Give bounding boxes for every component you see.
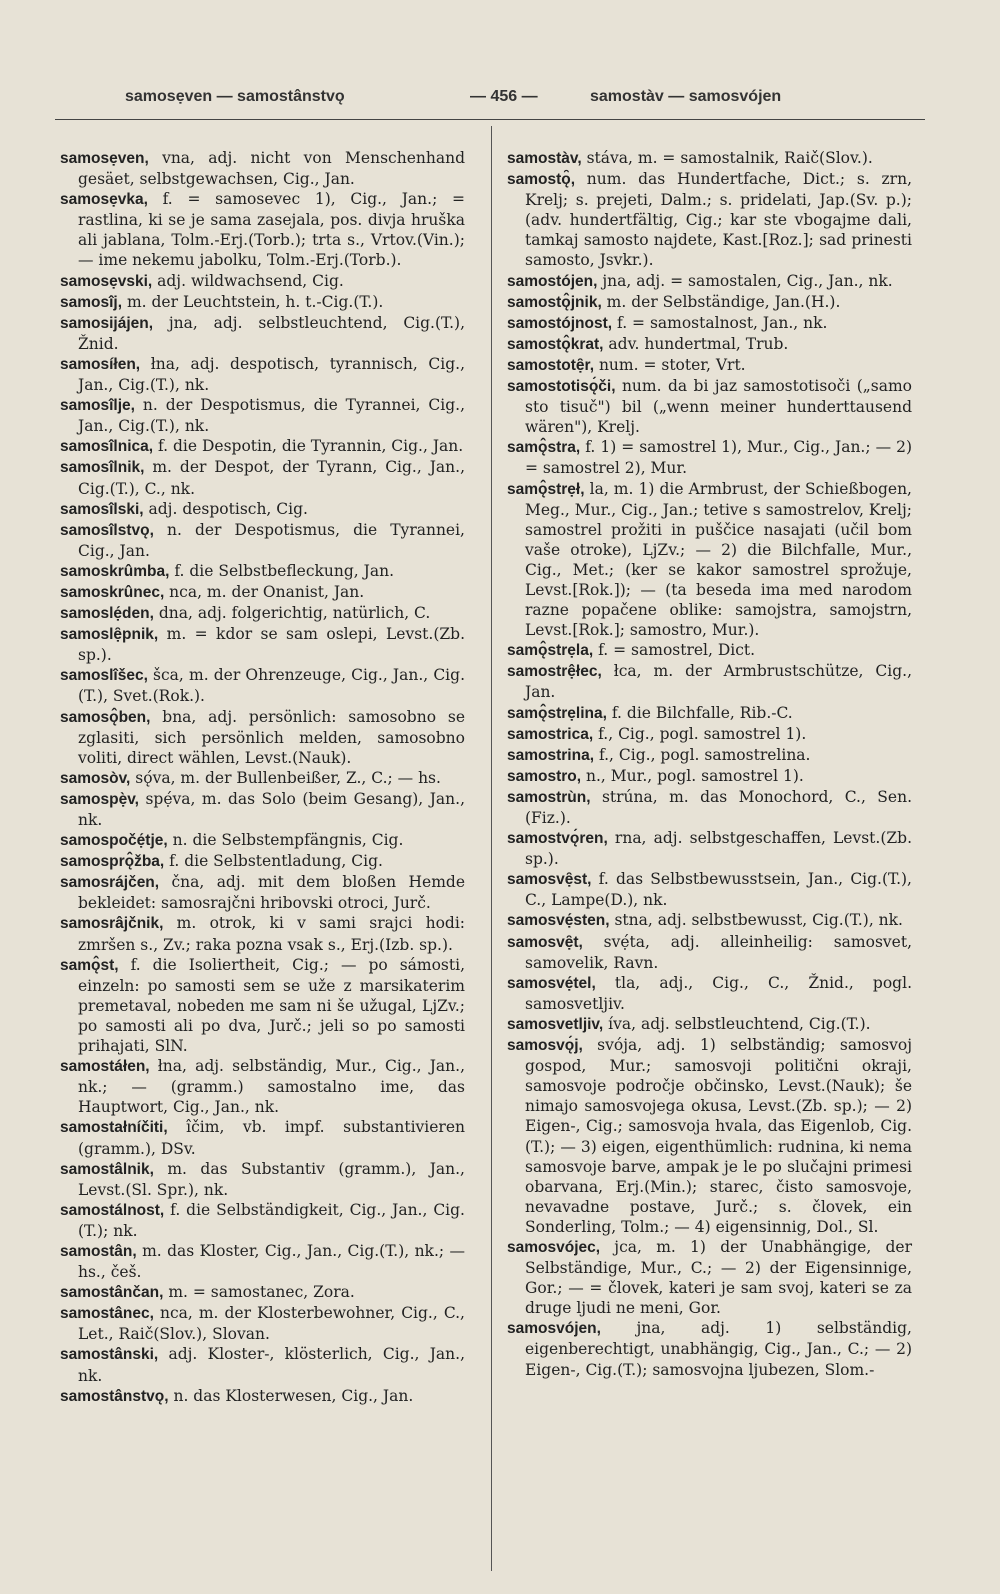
dictionary-entry [507, 828, 912, 869]
entry-headword: samosvẹ̑st, [507, 871, 592, 889]
entry-definition: jna, adj. selbstleuchtend, Cig.(T.), Žnid. [78, 313, 465, 353]
dictionary-entry [60, 872, 465, 913]
dictionary-entry [507, 1035, 912, 1237]
dictionary-entry [60, 1200, 465, 1241]
dictionary-entry [60, 1241, 465, 1282]
column-divider [491, 126, 492, 1571]
dictionary-entry [60, 354, 465, 395]
dictionary-entry [507, 355, 912, 376]
dictionary-entry [60, 520, 465, 561]
left-column [60, 148, 465, 1407]
entry-definition: ı̂čim, vb. impf. substantivieren (gramm.), DSv. [78, 1118, 465, 1158]
dictionary-entry [507, 1237, 912, 1318]
entry-headword: samostǫ̑, [507, 171, 576, 189]
entry-definition: m. das Kloster, Cig., Jan., Cig.(T.), nk.; — hs., češ. [78, 1241, 465, 1282]
entry-headword: samostân, [60, 1242, 137, 1260]
dictionary-entry [60, 768, 465, 789]
entry-headword: samosẹven, [60, 150, 149, 167]
entry-headword: samoslîšec, [60, 667, 148, 685]
entry-definition: m. otrok, ki v sami srajci hodi: zmršen s., Zv.; raka pozna vsak s., Erj.(Izb. sp.). [78, 914, 465, 954]
dictionary-entry [60, 499, 465, 520]
entry-definition: nca, m. der Onanist, Jan. [164, 582, 365, 601]
entry-headword: samostójnost, [507, 314, 613, 332]
page-number: — 456 — [470, 88, 538, 105]
dictionary-entry [60, 148, 465, 189]
dictionary-entry [60, 395, 465, 436]
entry-definition: la, m. 1) die Armbrust, der Schießbogen, Meg., Mur., Cig., Jan.; tetive s samostrelov, Krelj; samostrel prožiti in puščice nasajati (učil bom vaše otroke), LjZv.; — 2) die Bilchfalle, Mur., Cig., Met.; (ker se kakor samostrel sprožuje, Levst.[Rok.]); — (ta beseda ima med narodom razne popačene oblike: samojstra, samojstrn, Levst.[Rok.]; samostro, Mur.). [525, 479, 912, 640]
entry-definition: šca, m. der Ohrenzeuge, Cig., Jan., Cig.(T.), Svet.(Rok.). [78, 666, 465, 706]
entry-headword: samosòv, [60, 769, 131, 787]
entry-definition: m. = kdor se sam oslepi, Levst.(Zb. sp.). [78, 625, 465, 665]
dictionary-entry [60, 624, 465, 665]
dictionary-entry [60, 436, 465, 457]
entry-definition: m. das Substantiv (gramm.), Jan., Levst.(Sl. Spr.), nk. [78, 1159, 465, 1199]
dictionary-entry [507, 910, 912, 931]
dictionary-entry [507, 148, 912, 169]
dictionary-entry [60, 189, 465, 270]
entry-definition: n., Mur., pogl. samostrel 1). [581, 766, 804, 785]
entry-headword: samostrina, [507, 746, 595, 764]
entry-headword: samoslẹ́den, [60, 605, 154, 623]
dictionary-entry [507, 661, 912, 702]
entry-headword: samostǫ̂krat, [507, 335, 604, 353]
entry-headword: samosíłen, [60, 355, 141, 373]
dictionary-entry [507, 1014, 912, 1035]
entry-definition: łna, adj. selbständig, Mur., Cig., Jan., nk.; — (gramm.) samostalno ime, das Hauptwort, Cig., Jan., nk. [78, 1057, 465, 1117]
entry-definition: n. der Despotismus, die Tyrannei, Cig., Jan., Cig.(T.), nk. [78, 396, 465, 436]
dictionary-entry [60, 913, 465, 954]
entry-headword: samǫ̂strẹł, [507, 480, 585, 498]
dictionary-entry [60, 1282, 465, 1303]
dictionary-entry [507, 973, 912, 1014]
entry-headword: samoslẹ̑pnik, [60, 626, 159, 644]
dictionary-entry [507, 766, 912, 787]
entry-definition: f. die Isoliertheit, Cig.; — po sámosti, einzeln: po samosti sem se uže z marsikaterim premetaval, nobeden me sam ni še užugal, LjZv.; po samosti ali po dva, Jurč.; jeli so po samosti prihajati, SlN. [78, 955, 465, 1056]
dictionary-entry [507, 787, 912, 828]
entry-headword: samostálnost, [60, 1201, 165, 1219]
dictionary-entry [507, 1318, 912, 1379]
entry-headword: samostǫ̂jnik, [507, 293, 602, 311]
entry-headword: samoskrûnec, [60, 583, 165, 601]
entry-definition: łca, m. der Armbrustschütze, Cig., Jan. [525, 662, 912, 702]
entry-headword: samǫ̂st, [60, 956, 119, 974]
dictionary-entry [60, 271, 465, 292]
dictionary-entry [60, 955, 465, 1056]
entry-headword: samospočẹ́tje, [60, 832, 168, 850]
entry-headword: samosrájčen, [60, 874, 160, 892]
entry-headword: samosvẹ́tel, [507, 974, 596, 992]
entry-headword: samostáłen, [60, 1058, 150, 1076]
entry-definition: adv. hundertmal, Trub. [603, 334, 789, 353]
entry-definition: f., Cig., pogl. samostrel 1). [593, 724, 807, 743]
entry-definition: num. = stoter, Vrt. [594, 355, 746, 374]
entry-definition: jca, m. 1) der Unabhängige, der Selbständige, Mur., C.; — 2) der Eigensinnige, Gor.; — = človek, kateri je sam svoj, kateri se za druge ljudi ne meni, Gor. [525, 1237, 912, 1318]
dictionary-entry [60, 1056, 465, 1117]
entry-headword: samostânčan, [60, 1284, 164, 1302]
dictionary-entry [60, 561, 465, 582]
entry-definition: adj. wildwachsend, Cig. [152, 271, 344, 290]
dictionary-entry [60, 1386, 465, 1407]
entry-definition: tla, adj., Cig., C., Žnid., pogl. samosvetljiv. [525, 973, 912, 1013]
entry-headword: samosîlnik, [60, 459, 145, 477]
entry-headword: samostrùn, [507, 788, 591, 806]
dictionary-entry [507, 745, 912, 766]
entry-definition: f. = samostalnost, Jan., nk. [612, 313, 828, 332]
entry-definition: łna, adj. despotisch, tyrannisch, Cig., Jan., Cig.(T.), nk. [78, 354, 465, 395]
dictionary-entry [60, 851, 465, 872]
entry-headword: samosîlstvǫ, [60, 521, 154, 539]
header-left-guideword: samosẹven — samostânstvǫ [125, 88, 345, 105]
page-header [95, 88, 925, 112]
entry-definition: n. die Selbstempfängnis, Cig. [167, 831, 404, 850]
entry-definition: m. der Leuchtstein, h. t.-Cig.(T.). [122, 292, 384, 311]
entry-headword: samosîj, [60, 293, 123, 311]
dictionary-entry [60, 789, 465, 830]
dictionary-entry [60, 1344, 465, 1385]
entry-headword: samospẹ̀v, [60, 790, 139, 808]
entry-definition: f. 1) = samostrel 1), Mur., Cig., Jan.; — 2) = samostrel 2), Mur. [525, 438, 912, 478]
entry-headword: samosvẹ̑t, [507, 933, 583, 951]
dictionary-entry [507, 313, 912, 334]
entry-definition: jna, adj. = samostalen, Cig., Jan., nk. [597, 271, 893, 290]
entry-definition: íva, adj. selbstleuchtend, Cig.(T.). [603, 1014, 871, 1033]
entry-headword: samostałníčiti, [60, 1119, 168, 1137]
header-right-guideword: samostàv — samosvójen [590, 88, 782, 105]
entry-definition: f. die Bilchfalle, Rib.-C. [606, 703, 793, 722]
entry-headword: samostrệłec, [507, 663, 602, 681]
entry-definition: f. die Despotin, die Tyrannin, Cig., Jan. [153, 437, 464, 456]
entry-headword: samosîlje, [60, 397, 135, 415]
dictionary-entry [507, 376, 912, 437]
entry-headword: samostrica, [507, 725, 594, 743]
entry-definition: f. = samosevec 1), Cig., Jan.; = rastlina, ki se je sama zasejala, pos. divja hruška ali jablana, Tolm.-Erj.(Torb.); trta s., Vrtov.(Vin.); — ime nekemu jabolku, Tolm.-Erj.(Torb.). [78, 190, 465, 270]
entry-definition: strúna, m. das Monochord, C., Sen.(Fiz.). [525, 787, 912, 827]
entry-definition: vna, adj. nicht von Menschenhand gesäet, selbstgewachsen, Cig., Jan. [78, 149, 465, 189]
entry-definition: num. da bi jaz samostotisoči („samo sto tisuč") bil („wenn meiner hunderttausend wären"), Krelj. [525, 377, 912, 437]
dictionary-entry [507, 169, 912, 270]
entry-headword: samostotisǫ́či, [507, 378, 616, 396]
entry-definition: nca, m. der Klosterbewohner, Cig., C., Let., Raič(Slov.), Slovan. [78, 1304, 465, 1344]
entry-headword: samosǫ̂ben, [60, 708, 151, 726]
entry-definition: dna, adj. folgerichtig, natürlich, C. [153, 604, 431, 623]
dictionary-entry [60, 665, 465, 706]
header-rule [55, 119, 925, 120]
entry-definition: svẹ́ta, adj. alleinheilig: samosvet, samovelik, Ravn. [525, 932, 912, 972]
entry-definition: f. die Selbständigkeit, Cig., Jan., Cig.(T.); nk. [78, 1200, 465, 1240]
entry-headword: samosvójen, [507, 1320, 601, 1338]
entry-headword: samosîlski, [60, 500, 144, 518]
dictionary-entry [60, 1303, 465, 1344]
entry-definition: stáva, m. = samostalnik, Raič(Slov.). [581, 149, 873, 167]
entry-definition: n. das Klosterwesen, Cig., Jan. [168, 1386, 414, 1405]
dictionary-entry [60, 1117, 465, 1158]
entry-headword: samosvetljiv, [507, 1015, 604, 1033]
entry-headword: samostàv, [507, 150, 582, 167]
entry-definition: f., Cig., pogl. samostrelina. [594, 745, 811, 764]
dictionary-entry [507, 271, 912, 292]
entry-headword: samosprǫ̂žba, [60, 853, 165, 871]
dictionary-entry [60, 603, 465, 624]
entry-headword: samoskrûmba, [60, 562, 170, 580]
entry-headword: samostânstvǫ, [60, 1387, 169, 1405]
entry-definition: adj. Kloster-, klösterlich, Cig., Jan., nk. [78, 1345, 465, 1385]
entry-headword: samostâlnik, [60, 1160, 154, 1178]
dictionary-entry [507, 437, 912, 478]
entry-definition: f. die Selbstentladung, Cig. [164, 852, 383, 871]
dictionary-entry [60, 830, 465, 851]
entry-definition: jna, adj. 1) selbständig, eigenberechtigt, unabhängig, Cig., Jan., C.; — 2) Eigen-, Cig.(T.); samosvojna ljubezen, Slom.- [525, 1319, 912, 1379]
entry-headword: samostotẹ̑r, [507, 356, 595, 374]
dictionary-entry [507, 640, 912, 661]
dictionary-entry [60, 707, 465, 768]
entry-definition: f. das Selbstbewusstsein, Jan., Cig.(T.), C., Lampe(D.), nk. [525, 870, 912, 910]
entry-definition: spẹ́va, m. das Solo (beim Gesang), Jan., nk. [78, 789, 465, 829]
entry-headword: samosẹvski, [60, 272, 153, 290]
entry-headword: samostvǫ́ren, [507, 830, 608, 848]
entry-definition: n. der Despotismus, die Tyrannei, Cig., Jan. [78, 520, 465, 560]
entry-definition: f. die Selbstbefleckung, Jan. [169, 561, 395, 580]
entry-headword: samosîlnica, [60, 438, 154, 456]
entry-headword: samǫ̂stra, [507, 439, 581, 457]
dictionary-entry [60, 292, 465, 313]
entry-headword: samosẹvka, [60, 191, 148, 209]
dictionary-entry [60, 313, 465, 354]
entry-headword: samosvójec, [507, 1238, 601, 1256]
dictionary-entry [507, 703, 912, 724]
entry-definition: rna, adj. selbstgeschaffen, Levst.(Zb. sp.). [525, 829, 912, 869]
entry-headword: samosvǫ́j, [507, 1037, 583, 1055]
entry-definition: sǫ́va, m. der Bullenbeißer, Z., C.; — hs. [130, 768, 441, 787]
entry-headword: samostânec, [60, 1305, 154, 1323]
dictionary-entry [507, 932, 912, 973]
entry-headword: samostro, [507, 767, 582, 785]
entry-headword: samǫ̂strẹlina, [507, 704, 607, 722]
entry-definition: bna, adj. persönlich: samosobno se zglasiti, sich persönlich melden, samosobno voliti, direct wählen, Levst.(Nauk). [78, 707, 465, 767]
entry-headword: samosijájen, [60, 314, 154, 332]
dictionary-entry [507, 334, 912, 355]
entry-definition: stna, adj. selbstbewusst, Cig.(T.), nk. [609, 911, 903, 930]
entry-definition: čna, adj. mit dem bloßen Hemde bekleidet: samosrajčni hribovski otroci, Jurč. [78, 873, 465, 913]
dictionary-entry [60, 457, 465, 498]
entry-headword: samostânski, [60, 1346, 159, 1364]
dictionary-entry [507, 724, 912, 745]
entry-definition: adj. despotisch, Cig. [143, 499, 308, 518]
dictionary-entry [507, 479, 912, 641]
entry-definition: m. = samostanec, Zora. [163, 1283, 355, 1302]
dictionary-entry [507, 869, 912, 910]
entry-headword: samostójen, [507, 272, 598, 290]
entry-definition: m. der Despot, der Tyrann, Cig., Jan., Cig.(T.), C., nk. [78, 458, 465, 498]
entry-definition: svója, adj. 1) selbständig; samosvoj gospod, Mur.; samosvoji politični okraji, samosvoje področje občinsko, Levst.(Nauk); še nimajo samosvojega okusa, Levst.(Zb. sp.); — 2) Eigen-, Cig.; samosvoja hvala, das Eigenlob, Cig.(T.); — 3) eigen, eigenthümlich: rudnina, ki nema samosvoje barve, ampak je le po slučajni primesi obarvana, Erj.(Min.); starec, čisto samosvoje, nevavadne postave, Jurč.; s. človek, ein Sonderling, Tolm.; — 4) eigensinnig, Dol., Sl. [525, 1036, 912, 1236]
entry-definition: f. = samostrel, Dict. [593, 641, 756, 660]
dictionary-entry [507, 292, 912, 313]
right-column [507, 148, 912, 1380]
entry-headword: samosrâjčnik, [60, 915, 164, 933]
entry-headword: samosvẹ́sten, [507, 912, 610, 930]
dictionary-entry [60, 582, 465, 603]
dictionary-entry [60, 1159, 465, 1200]
entry-definition: num. das Hundertfache, Dict.; s. zrn, Krelj; s. prejeti, Dalm.; s. pridelati, Jap.(Sv. p.); (adv. hundertfältig, Cig.; kar ste vbogajme dali, tamkaj samosto najdete, Kast.[Roz.]; sad prinesti samosto, Jsvkr.). [525, 170, 912, 270]
entry-headword: samǫ̂strẹla, [507, 642, 594, 660]
entry-definition: m. der Selbständige, Jan.(H.). [601, 292, 841, 311]
